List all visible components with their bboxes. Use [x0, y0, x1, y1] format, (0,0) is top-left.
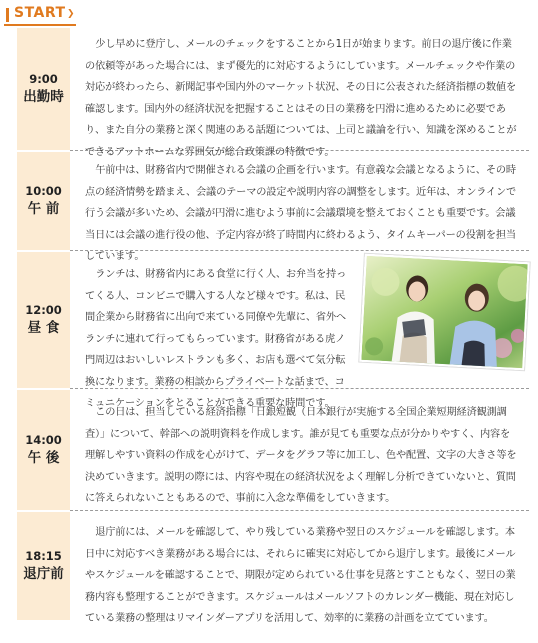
- time-column: [17, 512, 70, 620]
- schedule-time: 12:00: [25, 303, 62, 317]
- lunch-photo: [359, 254, 529, 370]
- two-women-smiling-outdoors-photo: [361, 256, 530, 370]
- schedule-time: 9:00: [29, 72, 58, 86]
- schedule-period: 午 前: [27, 201, 60, 217]
- start-accent-bar: [6, 8, 9, 22]
- time-column: [17, 390, 70, 510]
- schedule-row-1000: [17, 152, 529, 262]
- time-column: [17, 252, 70, 388]
- schedule-row-1200: [17, 252, 529, 409]
- schedule-period: 出勤時: [23, 89, 64, 105]
- schedule-row-0900: [17, 28, 529, 158]
- time-column: [17, 152, 70, 250]
- schedule-description: 退庁前には、メールを確認して、やり残している業務や翌日のスケジュールを確認します。本日中に対応すべき業務がある場合には、それらに確実に対応してから退庁します。最後にメールやスケジュールを確認することで、期限が定められている仕事を見落とすこともなく、翌日の業務内容も整理することができます。スケジュールはメールソフトのカレンダー機能、現在対応している業務の整理はリマインダーアプリを活用して、効率的に業務の計画を立てています。: [85, 527, 516, 624]
- schedule-time: 18:15: [25, 549, 62, 563]
- schedule-row-1815: [17, 512, 529, 624]
- daily-schedule-timeline: [17, 28, 529, 624]
- schedule-period: 昼 食: [27, 320, 60, 336]
- schedule-description: ランチは、財務省内にある食堂に行く人、お弁当を持ってくる人、コンビニで購入する人など様々です。私は、民間企業から財務省に出向で来ている同僚や先輩に、省外へランチに連れて行ってもらっています。財務省がある虎ノ門周辺はおいしいレストランも多く、お店も選べて気分転換になります。業務の相談からプライベートな話まで、コミュニケーションをとることができる重要な時間です。: [85, 269, 347, 409]
- schedule-time: 14:00: [25, 433, 62, 447]
- schedule-description: 少し早めに登庁し、メールのチェックをすることから1日が始まります。前日の退庁後に作業の依頼等があった場合には、まず優先的に対応するようにしています。メールチェックや作業の対応が終わったら、新聞記事や国内外のマーケット状況、その日に公表された経済指標の数値を確認します。国内外の経済状況を把握することはその日の業務を円滑に進めるために必要であり、また自分の業務と深く関連のある話題については、上司と議論を行い、知識を深めることができるアットホームな雰囲気が総合政策課の特徴です。: [85, 39, 517, 158]
- schedule-description: この日は、担当している経済指標「日銀短観（日本銀行が実施する全国企業短期経済観測調査）」について、幹部への説明資料を作成します。誰が見ても重要な点が分かりやすく、内容を理解しやすい資料の作成を心がけて、データをグラフ等に加工し、色や配置、文字の大きさ等を決めていきます。説明の際には、内容や現在の経済状況をよく理解し分析できていないと、質問に答えられないこともあるので、事前に入念な準備をしていきます。: [85, 407, 517, 504]
- time-column: [17, 28, 70, 150]
- schedule-row-1400: [17, 390, 529, 510]
- start-badge: [4, 4, 76, 26]
- chevron-down-icon: ❯: [67, 9, 75, 19]
- start-label: START: [14, 5, 66, 21]
- schedule-period: 退庁前: [23, 566, 64, 582]
- schedule-time: 10:00: [25, 184, 62, 198]
- schedule-description: 午前中は、財務省内で開催される会議の企画を行います。有意義な会議となるように、その時点の経済情勢を踏まえ、会議のテーマの設定や説明内容の調整をします。近年は、オンラインで行う会議が多いため、会議が円滑に進むよう事前に会議環境を整えておくことも重要です。会議当日には会議の進行役の他、予定内容が終了時間内に終わるよう、タイムキーパーの役割を担当しています。: [85, 165, 517, 262]
- schedule-period: 午 後: [27, 450, 60, 466]
